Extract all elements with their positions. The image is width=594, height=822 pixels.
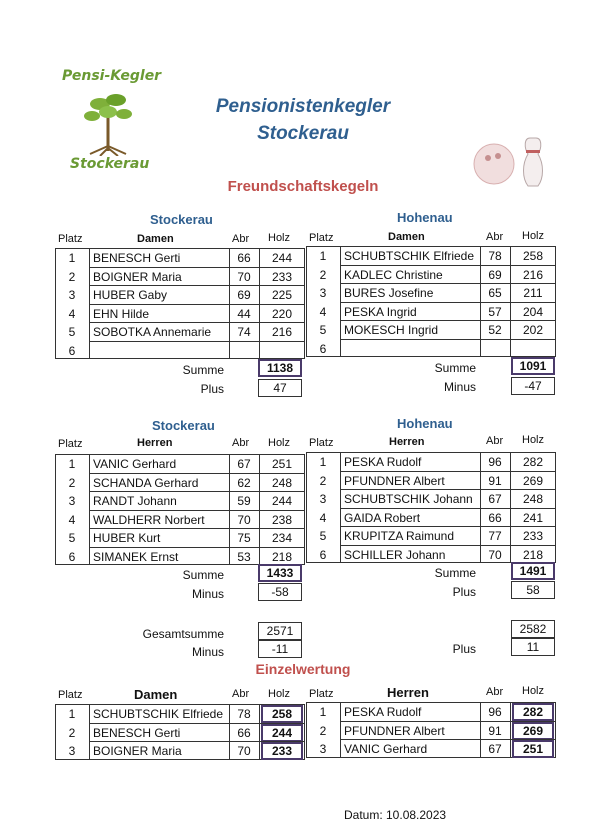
cell-holz: 251 <box>512 740 554 758</box>
cell-name: SCHANDA Gerhard <box>93 475 199 490</box>
cell-platz: 1 <box>319 705 327 720</box>
table-row <box>306 246 556 265</box>
damen-right-team: Hohenau <box>397 210 453 225</box>
col-abr: Abr <box>232 688 250 700</box>
cell-platz: 1 <box>319 249 327 264</box>
table-row <box>306 702 556 721</box>
table-row <box>306 302 556 321</box>
col-damen: Damen <box>388 231 425 243</box>
cell-name: BURES Josefine <box>344 286 434 301</box>
cell-platz: 3 <box>68 288 76 303</box>
cell-holz: 220 <box>271 306 293 321</box>
cell-platz: 6 <box>319 547 327 562</box>
cell-holz: 282 <box>512 703 554 721</box>
cell-platz: 1 <box>68 457 76 472</box>
cell-holz: 233 <box>522 529 544 544</box>
col-platz: Platz <box>58 233 83 245</box>
table-row <box>306 452 556 471</box>
cell-abr: 96 <box>488 705 502 720</box>
cell-holz <box>259 342 305 360</box>
col-holz: Holz <box>522 434 545 446</box>
col-abr: Abr <box>232 437 250 449</box>
table-row <box>306 471 556 490</box>
cell-abr: 69 <box>488 267 502 282</box>
cell-platz: 2 <box>319 267 327 282</box>
cell-abr: 57 <box>488 304 502 319</box>
cell-name: SCHILLER Johann <box>344 547 446 562</box>
cell-holz: 238 <box>271 512 293 527</box>
cell-abr: 59 <box>237 494 251 509</box>
cell-holz: 202 <box>522 323 544 338</box>
cell-name: KADLEC Christine <box>344 267 443 282</box>
cell-abr: 91 <box>488 473 502 488</box>
cell-name: MOKESCH Ingrid <box>344 323 439 338</box>
table-row <box>306 739 556 758</box>
gesamt-label: Gesamtsumme <box>142 627 224 641</box>
cell-name: HUBER Kurt <box>93 531 161 546</box>
damen-right-summe: 1091 <box>511 357 555 375</box>
page-title: Pensionistenkegler <box>215 96 391 117</box>
cell-holz: 233 <box>261 742 303 760</box>
table-row <box>55 341 305 360</box>
cell-name: PESKA Ingrid <box>344 304 417 319</box>
herren-left-team: Stockerau <box>152 418 215 433</box>
cell-name: VANIC Gerhard <box>93 457 177 472</box>
cell-holz: 244 <box>271 251 293 266</box>
cell-name: RANDT Johann <box>93 494 177 509</box>
damen-right-diff: -47 <box>511 377 555 395</box>
herren-left-summe: 1433 <box>258 564 302 582</box>
col-damen: Damen <box>134 687 178 702</box>
cell-name: BENESCH Gerti <box>93 251 181 266</box>
cell-platz: 3 <box>68 494 76 509</box>
table-row <box>55 473 305 492</box>
herren-left-diff: -58 <box>258 583 302 601</box>
cell-abr: 44 <box>237 306 251 321</box>
einzel-title: Einzelwertung <box>255 661 351 677</box>
herren-right-diff: 58 <box>511 581 555 599</box>
cell-holz: 204 <box>522 304 544 319</box>
cell-platz: 1 <box>319 455 327 470</box>
col-platz: Platz <box>309 232 334 244</box>
cell-abr: 75 <box>237 531 251 546</box>
col-holz: Holz <box>268 232 291 244</box>
cell-abr: 52 <box>488 323 502 338</box>
footer-date: Datum: 10.08.2023 <box>344 808 447 822</box>
cell-name <box>93 342 227 360</box>
table-row <box>55 704 305 723</box>
table-row <box>306 526 556 545</box>
cell-name: VANIC Gerhard <box>344 742 428 757</box>
cell-abr: 69 <box>237 288 251 303</box>
table-row <box>55 322 305 341</box>
col-herren: Herren <box>387 685 429 700</box>
bowling-pins-icon <box>468 128 552 190</box>
table-row <box>55 304 305 323</box>
cell-abr: 67 <box>488 742 502 757</box>
cell-holz: 233 <box>271 269 293 284</box>
cell-platz: 4 <box>68 512 76 527</box>
cell-platz: 4 <box>319 510 327 525</box>
cell-platz: 6 <box>68 343 76 358</box>
cell-abr: 78 <box>488 249 502 264</box>
cell-name: PESKA Rudolf <box>344 455 422 470</box>
cell-abr: 70 <box>237 269 251 284</box>
cell-name: SCHUBTSCHIK Johann <box>344 492 473 507</box>
herren-left-diff-label: Minus <box>191 587 224 601</box>
cell-holz: 258 <box>261 705 303 723</box>
cell-platz: 5 <box>68 531 76 546</box>
cell-holz: 225 <box>271 288 293 303</box>
table-row <box>306 545 556 564</box>
damen-left-diff: 47 <box>258 379 302 397</box>
cell-platz: 5 <box>319 323 327 338</box>
cell-platz: 5 <box>319 529 327 544</box>
col-platz: Platz <box>58 438 83 450</box>
cell-abr: 53 <box>237 549 251 564</box>
table-row <box>306 283 556 302</box>
cell-abr: 91 <box>488 723 502 738</box>
cell-platz: 2 <box>319 473 327 488</box>
cell-abr <box>480 340 510 358</box>
cell-name: PFUNDNER Albert <box>344 473 445 488</box>
cell-platz: 2 <box>68 475 76 490</box>
cell-abr: 78 <box>237 707 251 722</box>
damen-right-diff-label: Minus <box>443 380 476 394</box>
cell-abr: 70 <box>488 547 502 562</box>
cell-holz: 269 <box>522 473 544 488</box>
herren-left-summe-label: Summe <box>182 568 224 582</box>
herren-right-summe-label: Summe <box>434 566 476 580</box>
col-holz: Holz <box>522 230 545 242</box>
table-row <box>306 489 556 508</box>
cell-name: BOIGNER Maria <box>93 269 182 284</box>
cell-name: PESKA Rudolf <box>344 705 422 720</box>
cell-name: SIMANEK Ernst <box>93 549 179 564</box>
table-row <box>306 265 556 284</box>
cell-name: SOBOTKA Annemarie <box>93 325 212 340</box>
gesamt-left-total: 2571 <box>258 622 302 640</box>
cell-abr: 66 <box>237 251 251 266</box>
damen-right-summe-label: Summe <box>434 361 476 375</box>
col-herren: Herren <box>389 436 425 448</box>
cell-name: PFUNDNER Albert <box>344 723 445 738</box>
gesamt-right-diff: 11 <box>511 638 555 656</box>
damen-left-diff-label: Plus <box>200 382 224 396</box>
damen-left-summe-label: Summe <box>182 363 224 377</box>
col-platz: Platz <box>309 688 334 700</box>
cell-abr: 70 <box>237 744 251 759</box>
damen-left-team: Stockerau <box>150 212 213 227</box>
table-row <box>306 339 556 358</box>
cell-platz: 2 <box>68 725 76 740</box>
cell-abr <box>229 342 259 360</box>
cell-name: EHN Hilde <box>93 306 150 321</box>
col-abr: Abr <box>486 686 504 698</box>
cell-platz: 3 <box>68 744 76 759</box>
gesamt-right-diff-label: Plus <box>452 642 476 656</box>
cell-holz <box>510 340 556 358</box>
cell-abr: 74 <box>237 325 251 340</box>
table-row <box>306 508 556 527</box>
cell-platz: 3 <box>319 742 327 757</box>
cell-abr: 67 <box>237 457 251 472</box>
cell-platz: 6 <box>319 341 327 356</box>
cell-name: KRUPITZA Raimund <box>344 529 455 544</box>
herren-right-team: Hohenau <box>397 416 453 431</box>
table-row <box>55 454 305 473</box>
table-row <box>55 491 305 510</box>
cell-name: BENESCH Gerti <box>93 725 181 740</box>
table-row <box>55 741 305 760</box>
cell-name: WALDHERR Norbert <box>93 512 205 527</box>
gesamt-right-total: 2582 <box>511 620 555 638</box>
cell-holz: 251 <box>271 457 293 472</box>
cell-holz: 282 <box>522 455 544 470</box>
page-title-line2: Stockerau <box>257 123 349 144</box>
cell-platz: 2 <box>68 269 76 284</box>
cell-platz: 2 <box>319 723 327 738</box>
cell-platz: 4 <box>68 306 76 321</box>
cell-holz: 269 <box>512 722 554 740</box>
herren-right-summe: 1491 <box>511 562 555 580</box>
table-row <box>55 267 305 286</box>
cell-holz: 241 <box>522 510 544 525</box>
cell-name: SCHUBTSCHIK Elfriede <box>93 707 224 722</box>
table-row <box>55 248 305 267</box>
cell-holz: 211 <box>523 286 543 301</box>
cell-holz: 248 <box>522 492 544 507</box>
cell-platz: 6 <box>68 549 76 564</box>
cell-abr: 66 <box>237 725 251 740</box>
cell-abr: 70 <box>237 512 251 527</box>
table-row <box>55 547 305 566</box>
cell-abr: 66 <box>488 510 502 525</box>
col-abr: Abr <box>486 435 504 447</box>
table-row <box>55 723 305 742</box>
col-platz: Platz <box>309 437 334 449</box>
cell-abr: 96 <box>488 455 502 470</box>
logo-title: Pensi-Kegler <box>62 68 162 84</box>
page-subtitle: Freundschaftskegeln <box>227 178 379 195</box>
cell-platz: 3 <box>319 286 327 301</box>
cell-holz: 248 <box>271 475 293 490</box>
cell-name: SCHUBTSCHIK Elfriede <box>344 249 475 264</box>
cell-holz: 218 <box>522 547 544 562</box>
col-holz: Holz <box>268 437 291 449</box>
table-row <box>55 285 305 304</box>
cell-abr: 77 <box>488 529 502 544</box>
damen-left-summe: 1138 <box>258 359 302 377</box>
col-platz: Platz <box>58 689 83 701</box>
col-abr: Abr <box>232 233 250 245</box>
herren-right-diff-label: Plus <box>452 585 476 599</box>
cell-name <box>344 340 478 358</box>
cell-holz: 244 <box>261 724 303 742</box>
cell-name: GAIDA Robert <box>344 510 421 525</box>
cell-holz: 218 <box>271 549 293 564</box>
cell-platz: 5 <box>68 325 76 340</box>
table-row <box>306 320 556 339</box>
table-row <box>306 721 556 740</box>
cell-name: BOIGNER Maria <box>93 744 182 759</box>
col-herren: Herren <box>137 437 173 449</box>
cell-abr: 67 <box>488 492 502 507</box>
col-holz: Holz <box>522 685 545 697</box>
col-holz: Holz <box>268 688 291 700</box>
col-damen: Damen <box>137 233 174 245</box>
cell-holz: 216 <box>522 267 544 282</box>
gesamt-left-diff-label: Minus <box>191 645 224 659</box>
table-row <box>55 510 305 529</box>
gesamt-left-diff: -11 <box>258 640 302 658</box>
cell-platz: 1 <box>68 251 76 266</box>
cell-platz: 1 <box>68 707 76 722</box>
cell-platz: 3 <box>319 492 327 507</box>
cell-holz: 244 <box>271 494 293 509</box>
logo-subtitle: Stockerau <box>70 156 150 172</box>
table-row <box>55 528 305 547</box>
cell-abr: 65 <box>488 286 502 301</box>
col-abr: Abr <box>486 231 504 243</box>
cell-platz: 4 <box>319 304 327 319</box>
cell-holz: 216 <box>271 325 293 340</box>
cell-holz: 258 <box>522 249 544 264</box>
cell-holz: 234 <box>271 531 293 546</box>
cell-name: HUBER Gaby <box>93 288 168 303</box>
cell-abr: 62 <box>237 475 251 490</box>
